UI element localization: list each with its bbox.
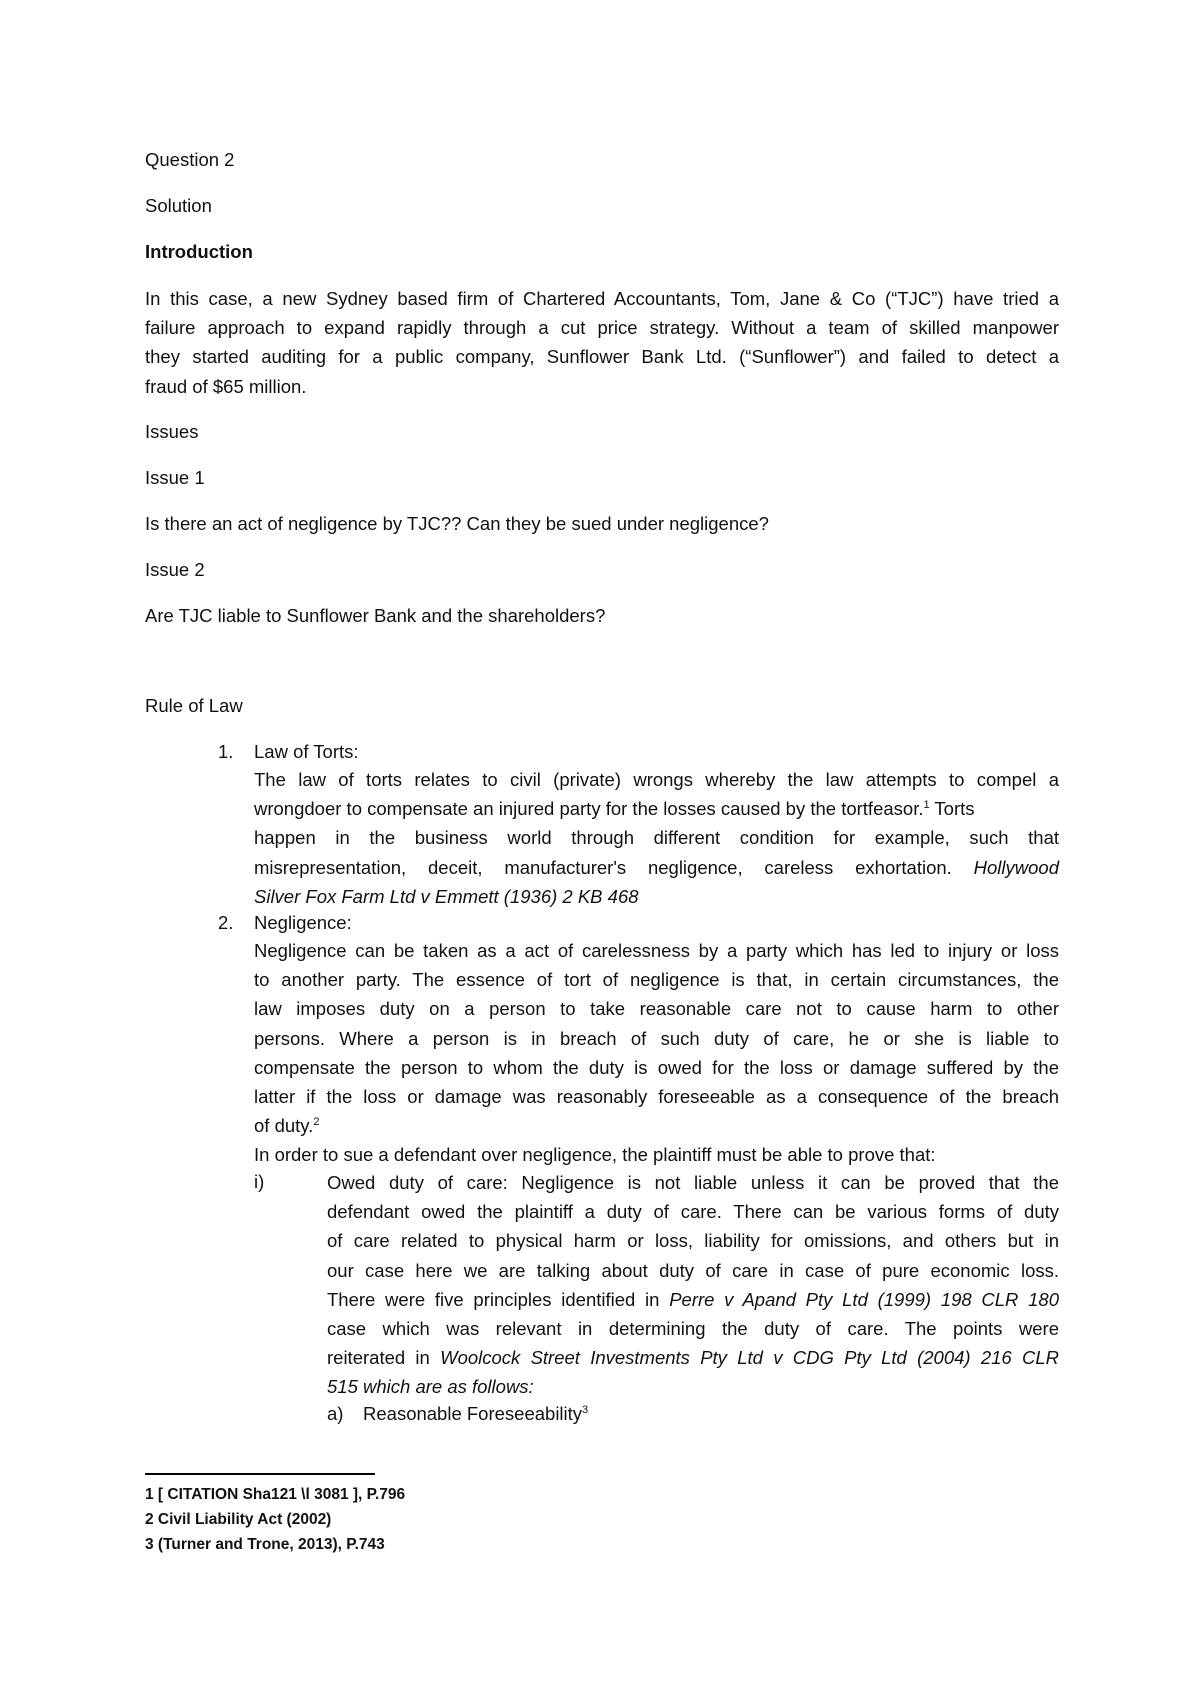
footnote-ref-3[interactable]: 3 (582, 1403, 589, 1416)
solution-heading: Solution (145, 195, 212, 216)
duty-line: case which was relevant in determining the duty of care. The points were (327, 1318, 1059, 1340)
issue-2-text: Are TJC liable to Sunflower Bank and the shareholders? (145, 605, 606, 626)
footnote-2: 2 Civil Liability Act (2002) (145, 1511, 332, 1528)
intro-line: they started auditing for a public company, Sunflower Bank Ltd. (“Sunflower”) and failed to detect a (145, 346, 1059, 368)
negligence-line: persons. Where a person is in breach of such duty of care, he or she is liable to (254, 1027, 1059, 1049)
issues-heading: Issues (145, 421, 199, 442)
intro-line: fraud of $65 million. (145, 375, 307, 397)
duty-of-care-paragraph (327, 1168, 1059, 1402)
case-citation: 515 which are as follows: (327, 1376, 534, 1398)
law-of-torts-title: Law of Torts: (254, 741, 359, 762)
case-citation: Woolcock Street Investments Pty Ltd v CDG Pty Ltd (2004) 216 CLR (440, 1347, 1059, 1369)
footnote-1: 1 [ CITATION Sha121 \l 3081 ], P.796 (145, 1486, 406, 1503)
duty-line: Owed duty of care: Negligence is not liable unless it can be proved that the (327, 1172, 1059, 1193)
sub-sub-list-marker: a) (327, 1403, 344, 1424)
reasonable-foreseeability: Reasonable Foreseeability$^3$ (363, 1403, 589, 1424)
footnote-separator (145, 1473, 375, 1475)
torts-line: wrongdoer to compensate an injured party for the losses caused by the tortfeasor.$^1$ Torts (254, 798, 975, 820)
issue-1-text: Is there an act of negligence by TJC?? Can they be sued under negligence? (145, 513, 769, 534)
intro-line: failure approach to expand rapidly through a cut price strategy. Without a team of skilled manpower (145, 317, 1059, 339)
duty-line: There were five principles identified in Perre v Apand Pty Ltd (1999) 198 CLR 180 (327, 1288, 1059, 1310)
issue-1-label: Issue 1 (145, 467, 205, 488)
case-citation: Perre v Apand Pty Ltd (1999) 198 CLR 180 (669, 1288, 1059, 1310)
list-marker: 1. (218, 741, 234, 762)
torts-line: happen in the business world through different condition for example, such that (254, 827, 1059, 849)
list-marker: 2. (218, 912, 234, 933)
intro-line: In this case, a new Sydney based firm of Chartered Accountants, Tom, Jane & Co (“TJC”) have tried a (145, 288, 1059, 309)
rule-of-law-heading: Rule of Law (145, 695, 243, 716)
introduction-heading: Introduction (145, 241, 253, 262)
duty-line: reiterated in Woolcock Street Investments Pty Ltd v CDG Pty Ltd (2004) 216 CLR (327, 1347, 1059, 1369)
footnote-ref-2[interactable]: 2 (313, 1116, 320, 1129)
torts-line: misrepresentation, deceit, manufacturer's negligence, careless exhortation. Hollywood (254, 856, 1060, 878)
footnote-ref-1[interactable]: 1 (923, 799, 930, 812)
negligence-title: Negligence: (254, 912, 352, 933)
duty-line: defendant owed the plaintiff a duty of care. There can be various forms of duty (327, 1201, 1059, 1223)
negligence-line: law imposes duty on a person to take reasonable care not to cause harm to other (254, 998, 1059, 1020)
torts-line: The law of torts relates to civil (private) wrongs whereby the law attempts to compel a (254, 769, 1059, 790)
law-of-torts-paragraph (254, 765, 1059, 911)
negligence-line: to another party. The essence of tort of negligence is that, in certain circumstances, the (254, 969, 1059, 991)
question-heading: Question 2 (145, 149, 235, 170)
negligence-line: Negligence can be taken as a act of carelessness by a party which has led to injury or loss (254, 940, 1059, 961)
sub-list-marker: i) (254, 1171, 265, 1192)
negligence-line: latter if the loss or damage was reasonably foreseeable as a consequence of the breach (254, 1086, 1059, 1108)
prove-line: In order to sue a defendant over negligence, the plaintiff must be able to prove that: (254, 1144, 936, 1166)
negligence-paragraph (254, 936, 1059, 1170)
negligence-line: compensate the person to whom the duty is owed for the loss or damage suffered by the (254, 1056, 1059, 1078)
issue-2-label: Issue 2 (145, 559, 205, 580)
duty-line: of care related to physical harm or loss, liability for omissions, and others but in (327, 1230, 1059, 1252)
case-citation: Silver Fox Farm Ltd v Emmett (1936) 2 KB 468 (254, 885, 639, 907)
duty-line: our case here we are talking about duty of care in case of pure economic loss. (327, 1259, 1059, 1281)
introduction-paragraph (145, 284, 1059, 401)
negligence-line: of duty.$^2$ (254, 1115, 320, 1137)
footnote-3: 3 (Turner and Trone, 2013), P.743 (145, 1536, 385, 1553)
case-citation: Hollywood (973, 856, 1060, 878)
